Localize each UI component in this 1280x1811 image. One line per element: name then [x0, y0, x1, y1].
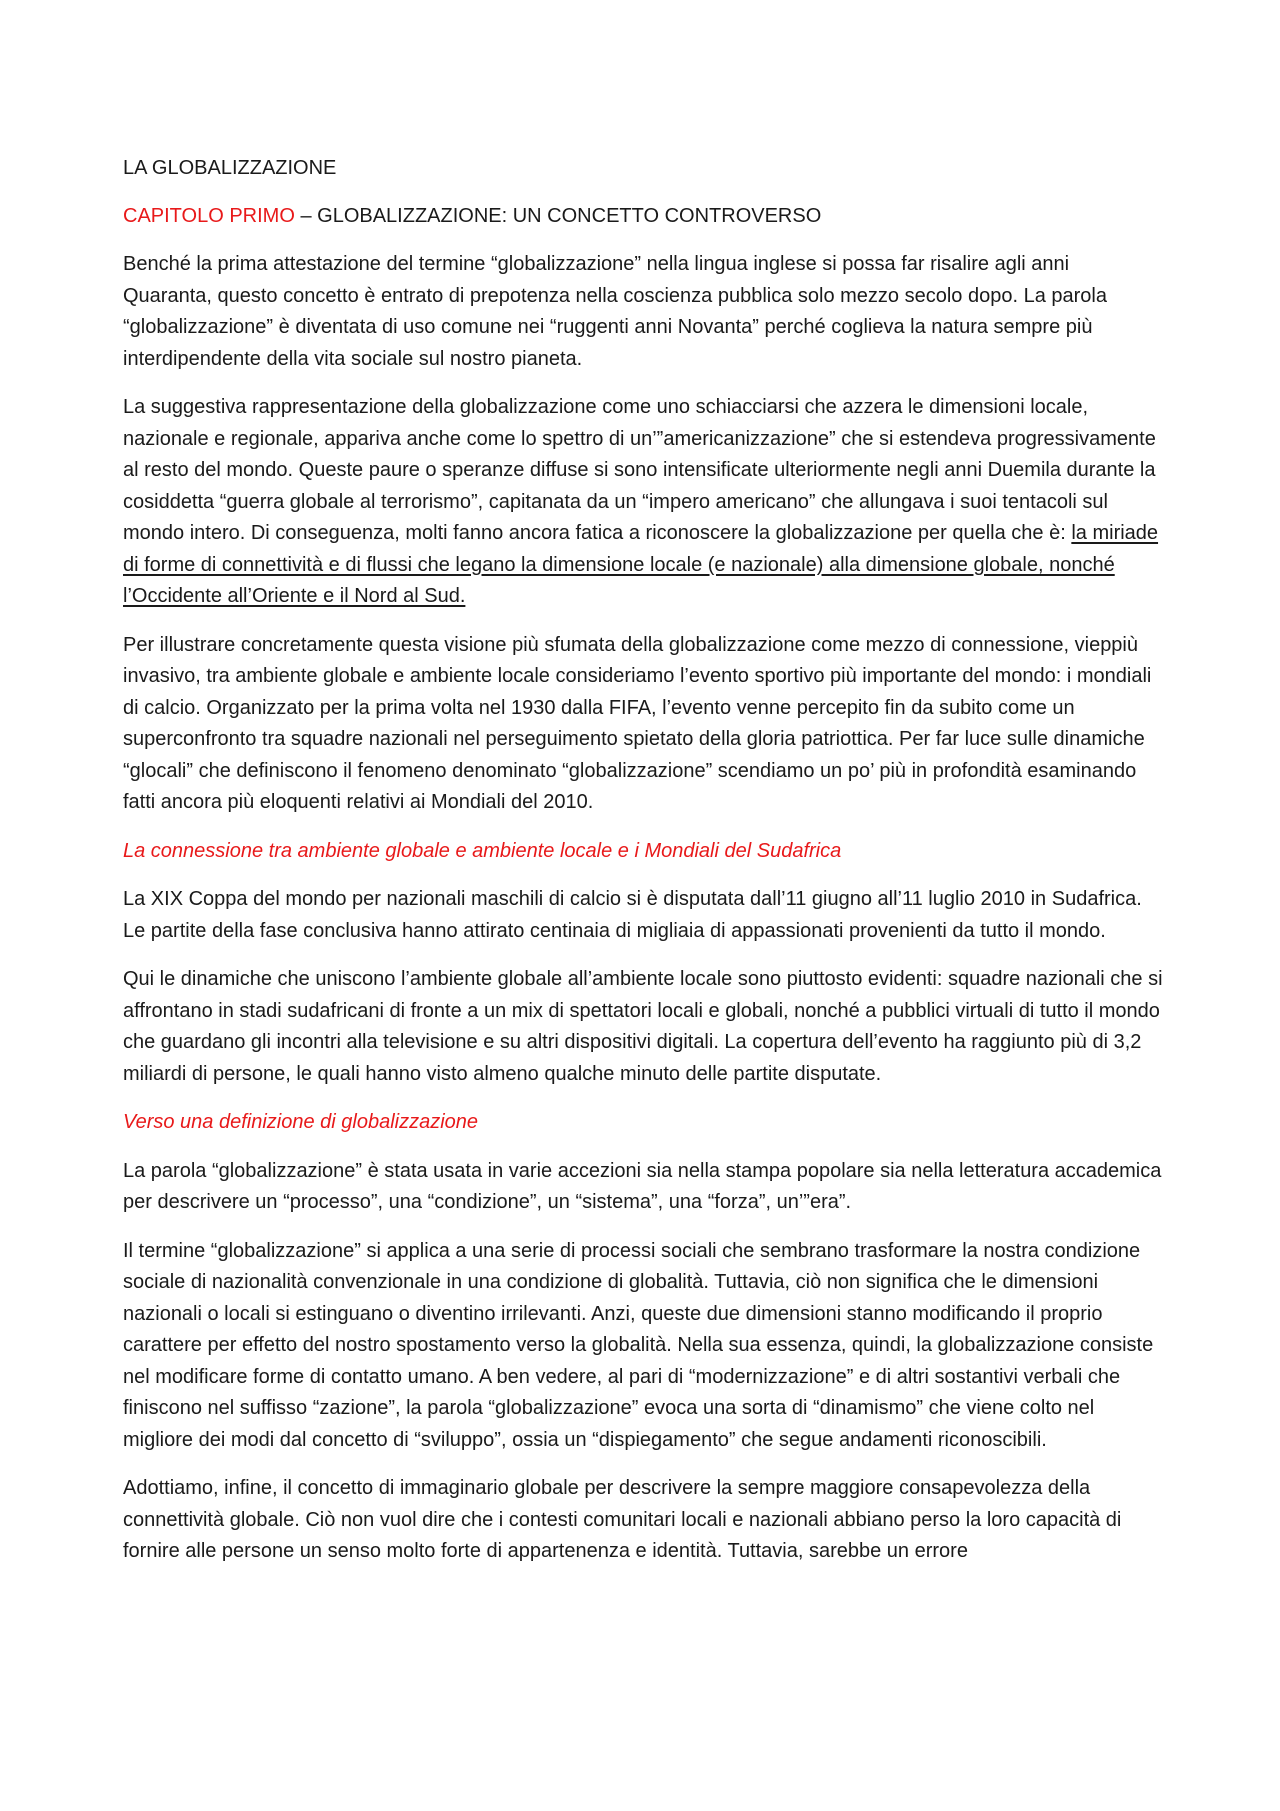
document-body	[123, 153, 1163, 1585]
paragraph-global-imaginary: Adottiamo, infine, il concetto di immaginario globale per descrivere la sempre maggiore consapevolezza della connettività globale. Ciò non vuol dire che i contesti comunitari locali e nazionali abbiano perso la loro capacità di fornire alle persone un senso molto forte di appartenenza e identità. Tuttavia, sarebbe un errore	[123, 1477, 1122, 1562]
chapter-title: GLOBALIZZAZIONE: UN CONCETTO CONTROVERSO	[317, 204, 822, 227]
chapter-heading	[123, 201, 1163, 233]
paragraph-world-cup: Per illustrare concretamente questa visione più sfumata della globalizzazione come mezzo di connessione, vieppiù invasivo, tra ambiente globale e ambiente locale consideriamo l’evento sportivo più importante del mondo: i mondiali di calcio. Organizzato per la prima volta nel 1930 dalla FIFA, l’evento venne percepito fin da subito come un superconfronto tra squadre nazionali nel perseguimento spietato della gloria patriottica. Per far luce sulle dinamiche “glocali” che definiscono il fenomeno denominato “globalizzazione” scendiamo un po’ più in profondità esaminando fatti ancora più eloquenti relativi ai Mondiali del 2010.	[123, 633, 1152, 813]
paragraph-word-usage: La parola “globalizzazione” è stata usata in varie accezioni sia nella stampa popolare sia nella letteratura accademica per descrivere un “processo”, una “condizione”, un “sistema”, una “forza”, un’”era”.	[123, 1159, 1162, 1213]
chapter-number: CAPITOLO PRIMO	[123, 204, 295, 227]
paragraph-world-cup-2010: La XIX Coppa del mondo per nazionali maschili di calcio si è disputata dall’11 giugno all’11 luglio 2010 in Sudafrica. Le partite della fase conclusiva hanno attirato centinaia di migliaia di appassionati provenienti da tutto il mondo.	[123, 888, 1142, 942]
section-heading-definition: Verso una definizione di globalizzazione	[123, 1111, 479, 1133]
paragraph-intro: Benché la prima attestazione del termine “globalizzazione” nella lingua inglese si possa far risalire agli anni Quaranta, questo concetto è entrato di prepotenza nella coscienza pubblica solo mezzo secolo dopo. La parola “globalizzazione” è diventata di uso comune nei “ruggenti anni Novanta” perché coglieva la natura sempre più interdipendente della vita sociale sul nostro pianeta.	[123, 253, 1107, 370]
paragraph-americanization	[123, 392, 1163, 613]
paragraph-social-processes: Il termine “globalizzazione” si applica a una serie di processi sociali che sembrano trasformare la nostra condizione sociale di nazionalità convenzionale in una condizione di globalità. Tuttavia, ciò non significa che le dimensioni nazionali o locali si estinguano o diventino irrilevanti. Anzi, queste due dimensioni stanno modificando il proprio carattere per effetto del nostro spostamento verso la globalità. Nella sua essenza, quindi, la globalizzazione consiste nel modificare forme di contatto umano. A ben vedere, al pari di “modernizzazione” e di altri sostantivi verbali che finiscono nel suffisso “zazione”, la parola “globalizzazione” evoca una sorta di “dinamismo” che viene colto nel migliore dei modi dal concetto di “sviluppo”, ossia un “dispiegamento” che segue andamenti riconoscibili.	[123, 1239, 1154, 1451]
chapter-separator: –	[294, 204, 318, 227]
section-heading-south-africa: La connessione tra ambiente globale e ambiente locale e i Mondiali del Sudafrica	[123, 839, 842, 862]
paragraph-global-local-dynamics: Qui le dinamiche che uniscono l’ambiente globale all’ambiente locale sono piuttosto evidenti: squadre nazionali che si affrontano in stadi sudafricani di fronte a un mix di spettatori locali e globali, nonché a pubblici virtuali di tutto il mondo che guardano gli incontri alla televisione e su altri dispositivi digitali. La copertura dell’evento ha raggiunto più di 3,2 miliardi di persone, le quali hanno visto almeno qualche minuto delle partite disputate.	[123, 968, 1163, 1085]
globalization-definition-underlined: la miriade di forme di connettività e di flussi che legano la dimensione locale (e nazionale) alla dimensione globale, nonché l’Occidente all’Oriente e il Nord al Sud.	[123, 522, 1159, 607]
paragraph-americanization-text: La suggestiva rappresentazione della globalizzazione come uno schiacciarsi che azzera le dimensioni locale, nazionale e regionale, appariva anche come lo spettro di un’”americanizzazione” che si estendeva progressivamente al resto del mondo. Queste paure o speranze diffuse si sono intensificate ulteriormente negli anni Duemila durante la cosiddetta “guerra globale al terrorismo”, capitanata da un “impero americano” che allungava i suoi tentacoli sul mondo intero. Di conseguenza, molti fanno ancora fatica a riconoscere la globalizzazione per quella che è:	[123, 396, 1156, 544]
document-title: LA GLOBALIZZAZIONE	[123, 157, 337, 179]
